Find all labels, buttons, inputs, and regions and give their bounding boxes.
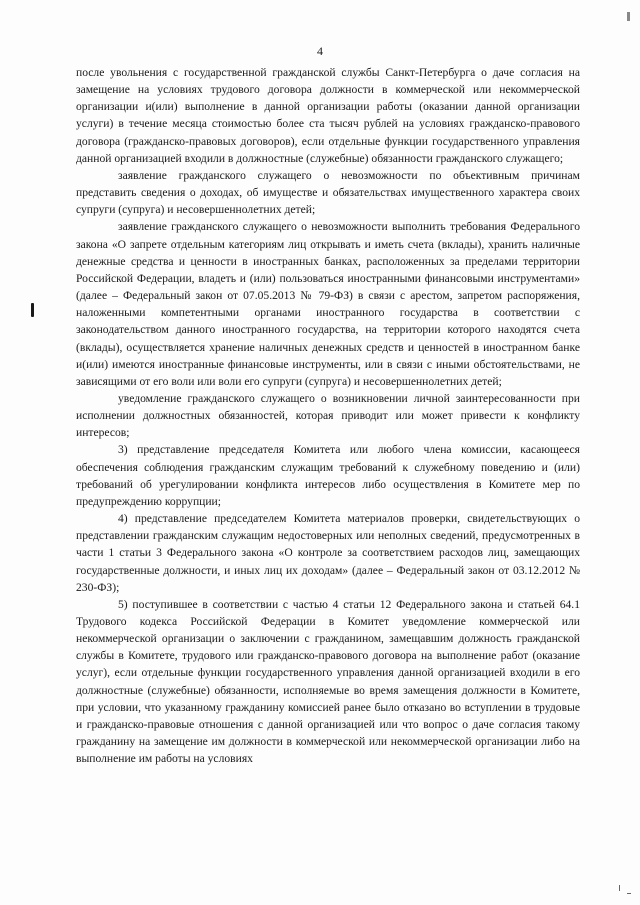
document-body — [76, 64, 580, 767]
paragraph: уведомление гражданского служащего о возникновении личной заинтересованности при исполнении должностных обязанностей, которая приводит или может привести к конфликту интересов; — [76, 391, 580, 440]
page-number: 4 — [317, 44, 323, 58]
paragraph: заявление гражданского служащего о невозможности по объективным причинам представить сведения о доходах, об имуществе и обязательствах имущественного характера своих супруги (супруга) и несовершеннолетних детей; — [76, 168, 580, 217]
scan-mark — [619, 885, 620, 891]
paragraph: 5) поступившее в соответствии с частью 4 статьи 12 Федерального закона и статьей 64.1 Трудового кодекса Российской Федерации в Комитет уведомление коммерческой или некоммерческой организации о заключении с гражданином, замещавшим должность гражданской службы в Комитете, трудового или гражданско-правового договора на выполнение работ (оказание услуг), если отдельные функции государственного управления данной организацией входили в его должностные (служебные) обязанности, исполняемые во время замещения должности в Комитете, при условии, что указанному гражданину комиссией ранее было отказано во вступлении в трудовые и гражданско-правовые отношения с данной организацией или что вопрос о даче согласия такому гражданину на замещение им должности в коммерческой или некоммерческой организации либо на выполнение им работы на условиях — [76, 597, 580, 766]
paragraph: заявление гражданского служащего о невозможности выполнить требования Федерального закона «О запрете отдельным категориям лиц открывать и иметь счета (вклады), хранить наличные денежные средства и ценности в иностранных банках, расположенных за пределами территории Российской Федерации, владеть и (или) пользоваться иностранными финансовыми инструментами» (далее – Федеральный закон от 07.05.2013 № 79-ФЗ) в связи с арестом, запретом распоряжения, наложенными компетентными органами иностранного государства в соответствии с законодательством данного иностранного государства, на территории которого находятся счета (вклады), осуществляется хранение наличных денежных средств и ценностей в иностранном банке и(или) имеются иностранные финансовые инструменты, или в связи с иными обстоятельствами, не зависящими от его воли или воли его супруги (супруга) и несовершеннолетних детей; — [76, 220, 580, 388]
paragraph: 3) представление председателя Комитета или любого члена комиссии, касающееся обеспечения соблюдения гражданским служащим требований к служебному поведению и (или) требований об урегулировании конфликта интересов либо осуществления в Комитете мер по предупреждению коррупции; — [76, 443, 580, 508]
paragraph-continuation: после увольнения с государственной гражданской службы Санкт-Петербурга о даче согласия на замещение на условиях трудового договора должности в коммерческой или некоммерческой организации и(или) выполнение в данной организации работы (оказании данной организации услуги) в течение месяца стоимостью более ста тысяч рублей на условиях гражданско-правового договора (гражданско-правовых договоров), если отдельные функции государственного управления данной организацией входили в должностные (служебные) обязанности гражданского служащего; — [76, 66, 580, 165]
margin-mark — [31, 303, 34, 317]
scan-mark — [627, 893, 631, 894]
paragraph: 4) представление председателем Комитета материалов проверки, свидетельствующих о представлении гражданским служащим недостоверных или неполных сведений, предусмотренных в части 1 статьи 3 Федерального закона «О контроле за соответствием расходов лиц, замещающих государственные должности, и иных лиц их доходам» (далее – Федеральный закон от 03.12.2012 № 230-ФЗ); — [76, 512, 580, 594]
scan-mark — [627, 12, 630, 21]
